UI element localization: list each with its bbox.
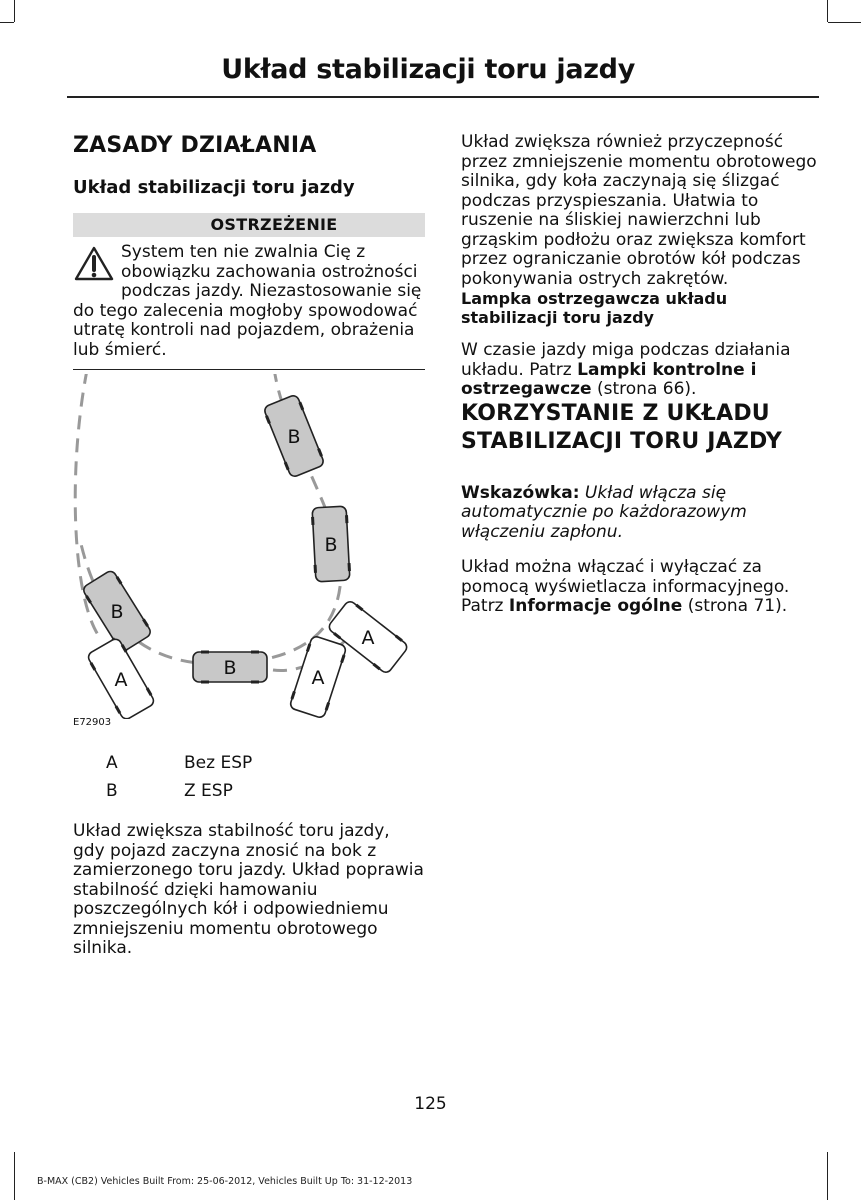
- crop-mark: [14, 1152, 15, 1200]
- body-paragraph: Układ zwiększa stabilność toru jazdy, gdy pojazd zaczyna znosić na bok z zamierzonego toru jazdy. Układ poprawia stabilność dzięki hamowaniu poszczególnych kół i odpowiedniemu zmniejszeniu momentu obrotowego silnika.: [73, 821, 424, 958]
- car-wheel: [345, 515, 348, 523]
- lamp-heading: Lampka ostrzegawcza układu stabilizacji toru jazdy: [461, 289, 728, 327]
- car-label: B: [110, 601, 124, 623]
- right-column: [461, 133, 819, 617]
- page-title: Układ stabilizacji toru jazdy: [221, 54, 635, 85]
- warning-label: OSTRZEŻENIE: [73, 213, 425, 237]
- legend-row: [73, 778, 425, 806]
- car-wheel: [251, 651, 259, 654]
- crop-mark: [827, 1152, 828, 1200]
- footer-text: B-MAX (CB2) Vehicles Built From: 25-06-2012, Vehicles Built Up To: 31-12-2013: [37, 1176, 413, 1187]
- car-wheel: [314, 565, 317, 573]
- car-wheel: [251, 681, 259, 684]
- car-wheel: [201, 681, 209, 684]
- header-divider: [67, 96, 819, 98]
- crop-mark: [0, 22, 14, 23]
- legend-key: B: [106, 781, 118, 802]
- warning-text: System ten nie zwalnia Cię z obowiązku zachowania ostrożności podczas jazdy. Niezastosowanie się do tego zalecenia mogłoby spowodować utratę kontroli nad pojazdem, obrażenia lub śmierć.: [73, 242, 422, 360]
- lamp-link[interactable]: Lampki kontrolne i ostrzegawcze: [461, 359, 757, 399]
- car-label: B: [324, 534, 338, 556]
- section-title: ZASADY DZIAŁANIA: [73, 133, 317, 158]
- left-column: [73, 132, 425, 959]
- warning-triangle-icon: [73, 245, 115, 283]
- car-label: B: [223, 657, 237, 679]
- crop-mark: [828, 22, 861, 23]
- body-paragraph: Układ zwiększa również przyczepność przez zmniejszenie momentu obrotowego silnika, gdy koła zaczynają się ślizgać podczas przyspieszania. Ułatwia to ruszenie na śliskiej nawierzchni lub grząskim podłożu oraz zwiększa komfort przez ograniczanie obrotów kół podczas pokonywania ostrych zakrętów.: [461, 132, 817, 289]
- hint-paragraph: [461, 484, 819, 543]
- body-paragraph: Układ można włączać i wyłączać za pomocą wyświetlacza informacyjnego. Patrz Informacje ogólne (strona 71).: [461, 557, 790, 616]
- info-link[interactable]: Informacje ogólne: [508, 596, 683, 616]
- warning-block: [73, 243, 425, 370]
- subsection-title: Układ stabilizacji toru jazdy: [73, 177, 355, 198]
- car-label: A: [361, 627, 375, 649]
- esp-diagram: [73, 374, 425, 734]
- crop-mark: [827, 0, 828, 22]
- car-wheel: [348, 563, 351, 571]
- legend-row: [73, 750, 425, 778]
- figure-id: E72903: [73, 717, 112, 728]
- car-label: A: [114, 669, 128, 691]
- car-label: B: [287, 426, 301, 448]
- crop-mark: [14, 0, 15, 22]
- car-wheel: [311, 517, 314, 525]
- legend: [73, 750, 425, 806]
- hint-label: Wskazówka:: [461, 482, 580, 503]
- esp-diagram-graphic: [73, 374, 425, 719]
- legend-value: Bez ESP: [184, 753, 253, 774]
- car-label: A: [311, 667, 325, 689]
- car-wheel: [201, 651, 209, 654]
- legend-value: Z ESP: [184, 781, 233, 802]
- page-number: 125: [414, 1094, 447, 1114]
- legend-key: A: [106, 753, 118, 774]
- warning-divider: [73, 369, 425, 370]
- section-title: KORZYSTANIE Z UKŁADU STABILIZACJI TORU JAZDY: [461, 400, 783, 454]
- lamp-paragraph: W czasie jazdy miga podczas działania układu. Patrz Lampki kontrolne i ostrzegawcze (strona 66).: [461, 340, 791, 399]
- hint-text: Układ włącza się automatycznie po każdorazowym włączeniu zapłonu.: [461, 482, 747, 542]
